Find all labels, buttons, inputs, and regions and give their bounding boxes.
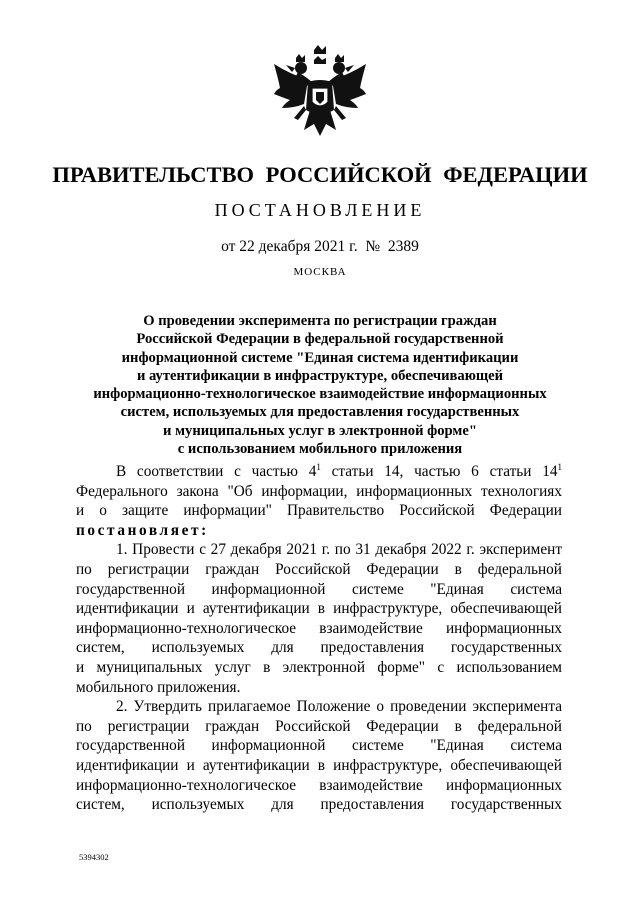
title-line: О проведении эксперимента по регистрации граждан — [143, 313, 497, 329]
document-type: ПОСТАНОВЛЕНИЕ — [214, 200, 426, 220]
point1-line: систем, используемых для предоставления государственных — [76, 639, 562, 657]
coat-of-arms-emblem — [268, 44, 372, 144]
point2-line: 2. Утвердить прилагаемое Положение о проведении эксперимента — [116, 698, 562, 716]
point1-line: 1. Провести с 27 декабря 2021 г. по 31 декабря 2022 г. эксперимент — [116, 541, 562, 559]
preamble-line: Федерального закона "Об информации, информационных технологиях — [76, 482, 562, 500]
point2-line: информационно-технологическое взаимодействие информационных — [76, 776, 562, 794]
title-line: Российской Федерации в федеральной государственной — [136, 331, 504, 348]
document-date-number: от 22 декабря 2021 г. № 2389 — [221, 238, 419, 255]
preamble-line: и о защите информации" Правительство Российской Федерации — [76, 502, 562, 520]
document-code: 5394302 — [79, 852, 109, 862]
point1-line: информационно-технологическое взаимодействие информационных — [76, 619, 562, 637]
title-line: систем, используемых для предоставления государственных — [120, 404, 520, 421]
document-body — [76, 462, 562, 815]
title-line: и муниципальных услуг в электронной форме" — [163, 422, 477, 439]
point1-line: государственной информационной системе "Единая система — [76, 580, 562, 598]
title-line: информационно-технологическое взаимодействие информационных — [93, 386, 547, 403]
title-line: информационной системе "Единая система идентификации — [121, 349, 519, 366]
title-line: и аутентификации в инфраструктуре, обеспечивающей — [136, 367, 504, 384]
point1-line: мобильного приложения. — [76, 678, 241, 696]
point1-line: по регистрации граждан Российской Федерации в федеральной — [76, 560, 562, 578]
title-line: с использованием мобильного приложения — [177, 441, 463, 458]
point2-line: систем, используемых для предоставления государственных — [76, 796, 562, 814]
decree-word: постановляет: — [76, 521, 209, 539]
document-city: МОСКВА — [293, 266, 347, 278]
government-title: ПРАВИТЕЛЬСТВО РОССИЙСКОЙ ФЕДЕРАЦИИ — [52, 162, 588, 187]
point2-line: государственной информационной системе "Единая система — [76, 737, 562, 755]
document-title — [60, 312, 580, 458]
preamble-line: В соответствии с частью $4^1$ статьи 14, частью 6 статьи $14^1$ — [116, 462, 562, 480]
point1-line: и муниципальных услуг в электронной форме" с использованием — [76, 658, 562, 676]
point2-line: по регистрации граждан Российской Федерации в федеральной — [76, 717, 562, 735]
point2-line: идентификации и аутентификации в инфраструктуре, обеспечивающей — [76, 756, 562, 774]
point1-line: идентификации и аутентификации в инфраструктуре, обеспечивающей — [76, 600, 562, 618]
